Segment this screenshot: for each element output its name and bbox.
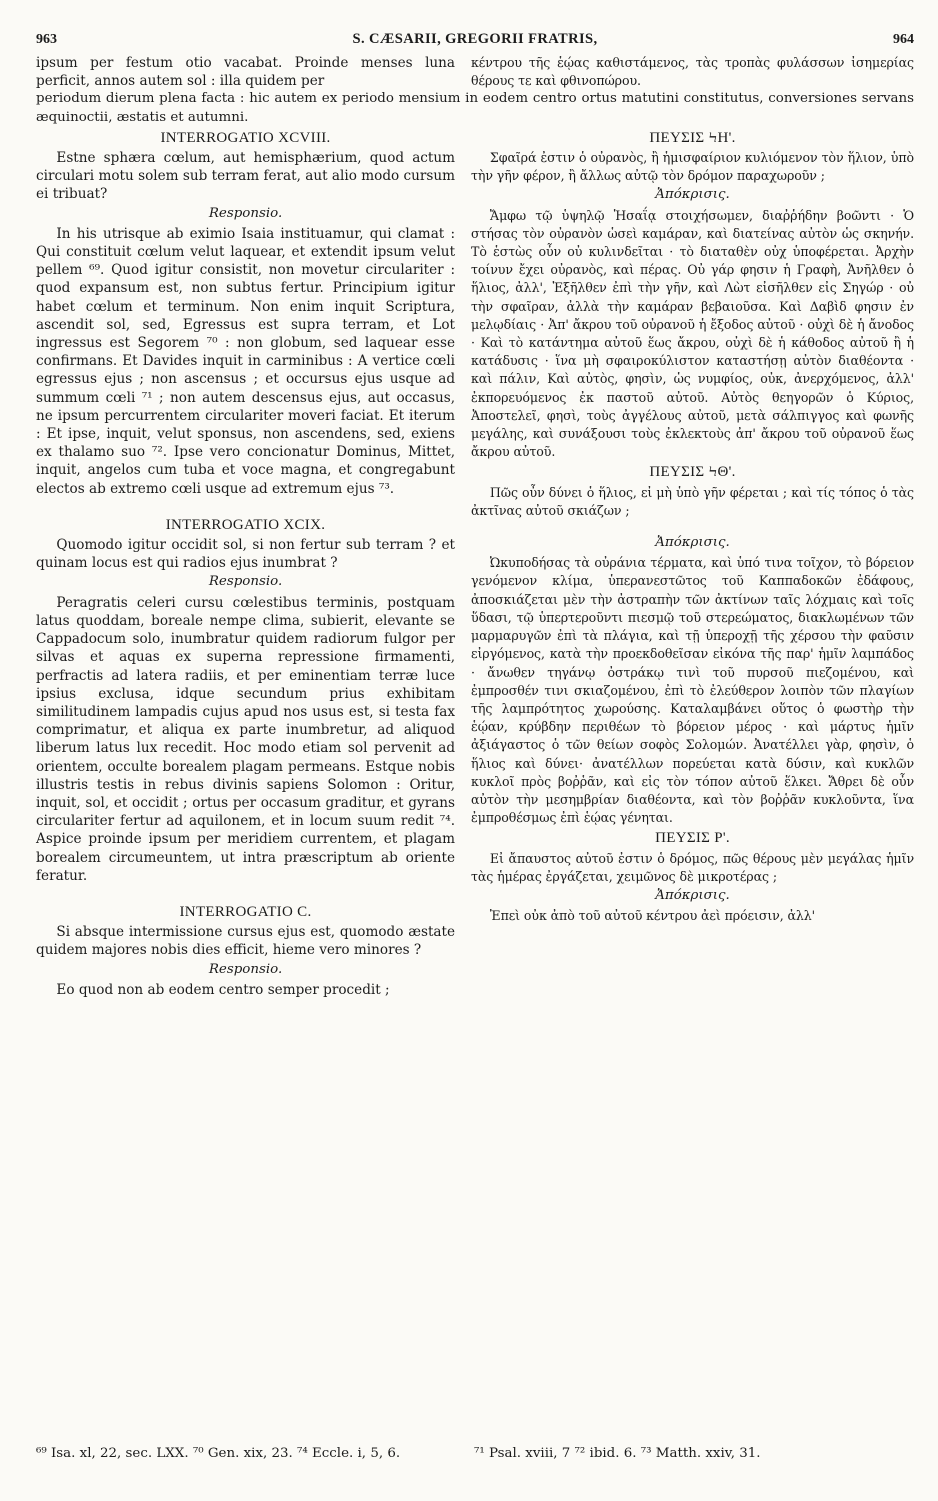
latin-q98-response: In his utrisque ab eximio Isaia instituamur, qui clamat : Qui constituit cœlum velut laquear, et extendit ipsum velut pellem ⁶⁹. Quod igitur consistit, non movetur circulariter : quod expansum est, non subtus fertur. Principium igitur habet cœlum et terminum. Non enim inquit Scriptura, ascendit sol, sed, Egressus est supra terram, et Lot ingressus est Segorem ⁷⁰ : non globum, sed laquear esse confirmans. Et Davides inquit in carminibus : A vertice cœli egressus ejus ; non ascensus ; et occursus ejus usque ad summum cœli ⁷¹ ; non autem descensus ejus, aut occasus, ne ipsum percurrentem circulariter moveri faciat. Et iterum : Et ipse, inquit, velut sponsus, non ascendens, sed, exiens ex thalamo suo ⁷². Ipse vero concionatur Dominus, Mittet, inquit, angelos cum tuba et voce magna, et congregabunt electos ab extremo cœli usque ad extremum ejus ⁷³. <box>36 225 456 497</box>
latin-q99-question: Quomodo igitur occidit sol, si non fertur sub terram ? et quinam locus est qui radios ejus inumbrat ? <box>36 537 456 572</box>
latin-column-intro <box>36 54 455 90</box>
latin-q98-heading: INTERROGATIO XCVIII. <box>160 129 331 146</box>
greek-intro-text: κέντρου τῆς ἑῴας καθιστάμενος, τὰς τροπὰς φυλάσσων ἰσημερίας θέρους τε καὶ φθινοπώρου. <box>471 55 914 89</box>
greek-q98-response-label: Ἀπόκρισις. <box>655 187 730 203</box>
column-number-left: 963 <box>36 32 57 47</box>
latin-q99-response: Peragratis celeri cursu cœlestibus terminis, postquam latus quoddam, boreale nempe clima, subierit, elevante se Cappadocum solo, inumbratur quidem radiorum fulgor per silvas et aquas ex superna repressione firmamenti, perfractis ad latera radiis, et per eminentiam terræ luce ipsius exclusa, idque secundum prius exhibitam similitudinem lampadis cujus apud nos usus est, si testa fax comprimatur, et aliqua ex parte inumbretur, ad aliquod liberum latus lux recedit. Hoc modo etiam sol pervenit ad orientem, occulte borealem plagam permeans. Estque nobis illustris testis in rebus divinis sapiens Solomon : Oritur, inquit, sol, et occidit ; ortus per occasum graditur, et gyrans circulariter fertur ad aquilonem, et in locum suum redit ⁷⁴. Aspice proinde ipsum per meridiem currentem, et plagam borealem circumeuntem, ut intra præscriptum ab oriente feratur. <box>36 594 456 884</box>
footnotes-right: ⁷¹ Psal. xviii, 7 ⁷² ibid. 6. ⁷³ Matth. xxiv, 31. <box>474 1446 761 1461</box>
greek-q98-response: Ἄμφω τῷ ὑψηλῷ Ἡσαΐᾳ στοιχήσωμεν, διαῤῥήδην βοῶντι · Ὁ στήσας τὸν οὐρανὸν ὡσεὶ καμάραν, καὶ διατείνας αὐτὸν ὡς σκηνήν. Τὸ ἑστὼς οὖν οὐ κυλινδεῖται · τὸ διαταθὲν οὐχ ὑποφέρεται. Ἀρχὴν τοίνυν ἔχει οὐρανὸς, καὶ πέρας. Οὐ γάρ φησιν ἡ Γραφὴ, Ἀνῆλθεν ὁ ἥλιος, ἀλλ', Ἐξῆλθεν ἐπὶ τὴν γῆν, καὶ Λὼτ εἰσῆλθεν εἰς Σηγώρ · οὐ τὴν σφαῖραν, ἀλλὰ τὴν καμάραν βεβαιοῦσα. Καὶ Δαβὶδ φησιν ἐν μελῳδίαις · Ἀπ' ἄκρου τοῦ οὐρανοῦ ἡ ἔξοδος αὐτοῦ · οὐχὶ δὲ ἡ ἄνοδος · Καὶ τὸ κατάντημα αὐτοῦ ἕως ἄκρου, οὐχὶ δὲ ἡ κάθοδος αὐτοῦ ἢ ἡ κατάδυσις · ἵνα μὴ σφαιροκύλιστον καταστήσῃ αὐτὸν διαθέοντα · καὶ πάλιν, Καὶ αὐτὸς, φησὶν, ὡς νυμφίος, οὐκ, ἀνερχόμενος, ἀλλ' ἐκπορευόμενος ἐκ παστοῦ αὐτοῦ. Αὐτὸς θεηγορῶν ὁ Κύριος, Ἀποστελεῖ, φησὶ, τοὺς ἀγγέλους αὐτοῦ, μετὰ σάλπιγγος καὶ φωνῆς μεγάλης, καὶ συνάξουσι τοὺς ἐκλεκτοὺς ἀπ' ἄκρου τοῦ οὐρανοῦ ἕως ἄκρου αὐτοῦ. <box>471 207 914 460</box>
latin-q98-question: Estne sphæra cœlum, aut hemisphærium, quod actum circulari motu solem sub terram ferat, aut alio modo cursum ei tribuat? <box>36 150 456 203</box>
greek-q99-question: Πῶς οὖν δύνει ὁ ἥλιος, εἰ μὴ ὑπὸ γῆν φέρεται ; καὶ τίς τόπος ὁ τὰς ἀκτῖνας αὐτοῦ σκιάζων ; <box>471 484 914 518</box>
footnotes-left: ⁶⁹ Isa. xl, 22, sec. LXX. ⁷⁰ Gen. xix, 23. ⁷⁴ Eccle. i, 5, 6. <box>36 1446 401 1461</box>
latin-q99-response-label: Responsio. <box>208 574 283 590</box>
greek-column <box>471 127 914 999</box>
latin-q100-heading: INTERROGATIO C. <box>179 903 312 920</box>
column-number-right: 964 <box>893 32 914 47</box>
greek-q98-heading: ΠΕΥΣΙΣ ϞΗ'. <box>649 129 736 146</box>
greek-q99-response: Ὠκυποδήσας τὰ οὐράνια τέρματα, καὶ ὑπό τινα τοῖχον, τὸ βόρειον γενόμενον κλίμα, ὑπερανεστῶτος τοῦ Καππαδοκῶν ἐδάφους, ἀποσκιάζεται μὲν τὴν ἀστραπὴν τῶν ἀκτίνων ταῖς λόχμαις καὶ τοῖς ὕδασι, τῷ ὑπερτεροῦντι πιεσμῷ τοῦ στερεώματος, διακλωμένων τῶν μαρμαρυγῶν ἐπὶ τὰ πλάγια, καὶ τῇ ὑπεροχῇ τῆς χέρσου τὴν φαῦσιν εἰργόμενος, κατὰ τὴν προεκδοθεῖσαν εἰκόνα τῆς παρ' ἡμῖν λαμπάδος · ἄνωθεν τηγάνῳ ὀστράκῳ τινὶ τοῦ πυρσοῦ πιεζομένου, καὶ ἐμπροσθέν τινι σκιαζομένου, ἐπὶ τὸ ἐλεύθερον λοιπὸν τῶν πλαγίων τῆς λαμπρότητος χωρούσης. Καταλαμβάνει οὕτος ὁ φωστὴρ τὴν ἑῴαν, κρύβδην περιθέων τὸ βόρειον μέρος · καὶ μάρτυς ἡμῖν ἀξιάγαστος ὁ τῶν θείων σοφὸς Σολομών. Ἀνατέλλει γὰρ, φησὶν, ὁ ἥλιος καὶ δύνει· ἀνατέλλων πορεύεται κατὰ δύσιν, καὶ κυκλῶν κυκλοῖ πρὸς βοῤῥᾶν, καὶ εἰς τὸν τόπον αὐτοῦ ἕλκει. Ἄθρει δὲ οὖν αὐτὸν τὴν μεσημβρίαν διαθέοντα, καὶ τὸν βοῤῥᾶν κυκλοῦντα, ἵνα ἐμπροθέσμως ἐπὶ ἑῴας γένηται. <box>471 555 914 826</box>
footnotes <box>36 1445 914 1463</box>
greek-q100-response: Ἐπεὶ οὐκ ἀπὸ τοῦ αὐτοῦ κέντρου ἀεὶ πρόεισιν, ἀλλ' <box>489 908 816 924</box>
greek-q100-heading: ΠΕΥΣΙΣ Ρ'. <box>655 830 730 847</box>
intro-row <box>36 54 914 90</box>
latin-q100-response-label: Responsio. <box>208 961 283 977</box>
running-header <box>36 30 914 54</box>
body-row <box>36 127 914 999</box>
greek-q100-question: Εἰ ἄπαυστος αὐτοῦ ἐστιν ὁ δρόμος, πῶς θέρους μὲν μεγάλας ἡμῖν τὰς ἡμέρας ἐργάζεται, χειμῶνος δὲ μικροτέρας ; <box>471 850 914 884</box>
latin-q100-response: Eo quod non ab eodem centro semper procedit ; <box>56 981 390 998</box>
greek-column-intro <box>471 54 914 90</box>
greek-q98-question: Σφαῖρά ἐστιν ὁ οὐρανὸς, ἢ ἡμισφαίριον κυλιόμενον τὸν ἥλιον, ὑπὸ τὴν γῆν φέρον, ἢ ἄλλως αὐτῷ τὸν δρόμον παραχωροῦν ; <box>471 150 914 184</box>
latin-intro-text: ipsum per festum otio vacabat. Proinde menses luna perficit, annos autem sol : illa quidem per <box>36 55 456 90</box>
latin-q99-heading: INTERROGATIO XCIX. <box>165 516 326 533</box>
running-title: S. CÆSARII, GREGORII FRATRIS, <box>352 31 598 47</box>
latin-q98-response-label: Responsio. <box>208 205 283 221</box>
greek-q99-response-label: Ἀπόκρισις. <box>655 535 730 551</box>
latin-q100-question: Si absque intermissione cursus ejus est, quomodo æstate quidem majores nobis dies efficit, hieme vero minores ? <box>36 924 456 959</box>
greek-q100-response-label: Ἀπόκρισις. <box>655 887 730 903</box>
greek-q99-heading: ΠΕΥΣΙΣ ϞΘ'. <box>649 464 736 481</box>
latin-column <box>36 127 455 999</box>
intro-full-width-text: periodum dierum plena facta : hic autem ex periodo mensium in eodem centro ortus matutini constitutus, conversiones servans æquinoctii, æstatis et autumni. <box>36 91 914 125</box>
